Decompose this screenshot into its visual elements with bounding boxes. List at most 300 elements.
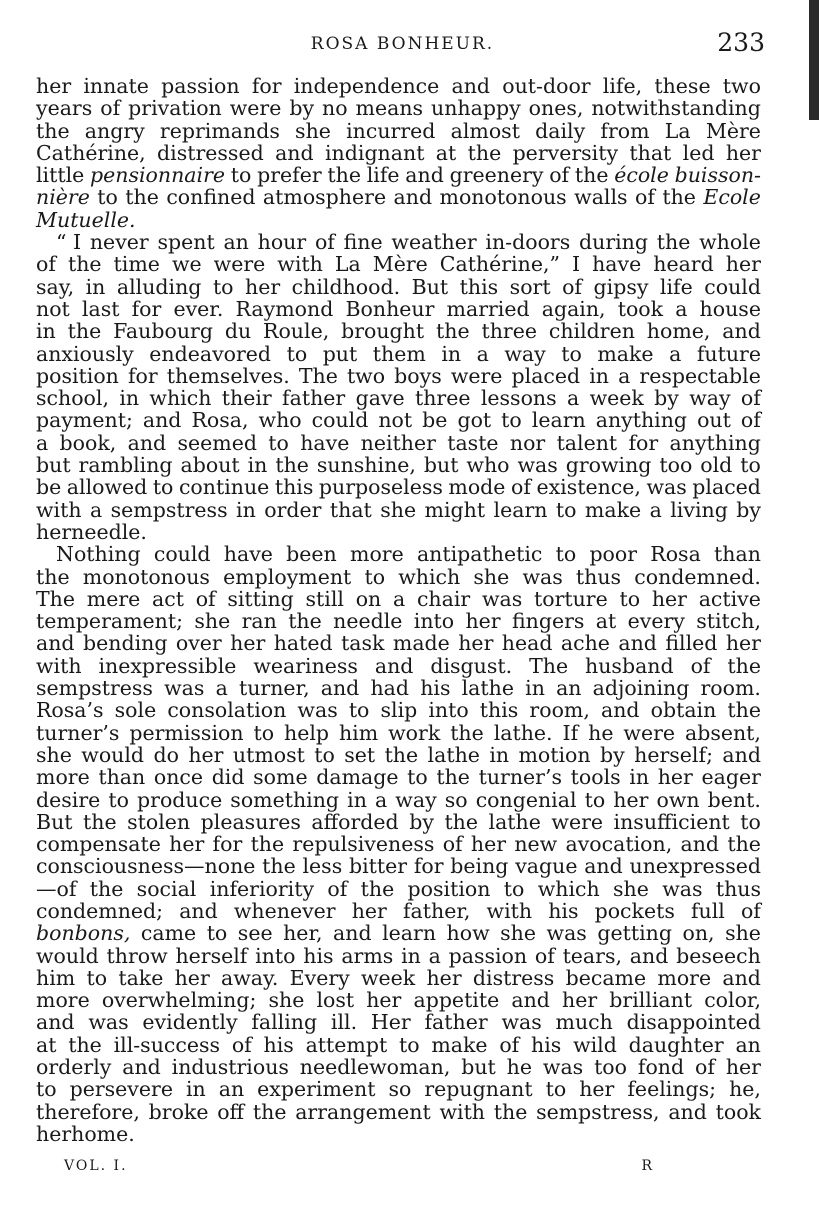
- word: of: [100, 96, 121, 121]
- word: in-doors: [485, 230, 571, 255]
- word: the: [36, 118, 70, 143]
- word: she: [500, 921, 537, 946]
- word: and: [320, 676, 360, 701]
- word: the: [360, 876, 395, 901]
- word: in: [489, 742, 510, 767]
- word: she: [36, 742, 72, 767]
- word: fingers: [511, 609, 585, 634]
- word: could: [704, 274, 761, 299]
- word: needle.: [71, 519, 147, 544]
- word: employment: [223, 564, 352, 589]
- word: made: [392, 631, 450, 656]
- word: filled: [665, 631, 718, 656]
- word: was: [522, 564, 563, 589]
- word: condemned.: [634, 564, 761, 589]
- word: into: [428, 698, 469, 723]
- word: into: [255, 943, 296, 968]
- page-header: [40, 28, 765, 68]
- word: with: [36, 497, 82, 522]
- word: about: [180, 453, 240, 478]
- text-line: [36, 276, 761, 298]
- word: she: [473, 564, 510, 589]
- word: were: [450, 363, 503, 388]
- word: needlewoman,: [299, 1055, 451, 1080]
- word: to: [561, 341, 582, 366]
- word: to: [407, 765, 428, 790]
- word: the: [36, 564, 70, 589]
- word: bending: [82, 631, 168, 656]
- word: nor: [509, 430, 546, 455]
- text-line: [36, 1101, 761, 1123]
- word: every: [627, 609, 685, 634]
- word: order: [264, 497, 322, 522]
- word: that: [629, 140, 672, 165]
- word: the: [288, 609, 322, 634]
- word: her: [470, 832, 507, 857]
- signature-mark: R: [641, 1158, 654, 1174]
- word: her: [36, 519, 72, 544]
- word: damage: [316, 765, 399, 790]
- text-line: [36, 320, 761, 342]
- word: led: [682, 140, 715, 165]
- word: broke: [148, 1099, 209, 1124]
- word: a: [89, 497, 103, 522]
- word: married: [446, 296, 530, 321]
- word: whole: [699, 230, 761, 255]
- word: weariness: [253, 653, 358, 678]
- word: and: [618, 631, 657, 656]
- word: repulsiveness: [292, 832, 435, 857]
- word: own: [656, 787, 700, 812]
- word: absent,: [684, 720, 761, 745]
- word: children: [548, 319, 635, 344]
- word: way: [504, 341, 546, 366]
- word: repugnant: [424, 1077, 533, 1102]
- word: their: [221, 386, 272, 411]
- word: growing: [565, 453, 652, 478]
- word: and: [179, 898, 218, 923]
- word: but: [423, 453, 459, 478]
- word: no: [322, 96, 348, 121]
- word: he: [588, 720, 614, 745]
- word: of: [510, 475, 531, 500]
- word: inexpressible: [98, 653, 237, 678]
- word: on: [355, 586, 382, 611]
- word: evidently: [142, 1010, 238, 1035]
- word: beseech: [676, 943, 761, 968]
- word: Rosa: [650, 542, 701, 567]
- word: and: [668, 1099, 707, 1124]
- text-line: [36, 409, 761, 431]
- word: out-door: [502, 74, 591, 98]
- word: purposeless: [318, 475, 443, 500]
- word: little: [36, 163, 85, 188]
- word: neither: [360, 430, 436, 455]
- word: her: [351, 898, 387, 923]
- text-line: [36, 833, 761, 855]
- word: to: [230, 163, 252, 188]
- word: bonbons,: [36, 921, 131, 946]
- word: by: [654, 386, 679, 411]
- word: to: [501, 408, 522, 433]
- word: were: [213, 252, 266, 277]
- word: her: [579, 1077, 615, 1102]
- word: in: [185, 1077, 206, 1102]
- word: take: [118, 965, 164, 990]
- word: of: [634, 185, 655, 210]
- word: the: [436, 765, 470, 790]
- word: have: [300, 430, 350, 455]
- word: in: [347, 787, 367, 812]
- word: buisson-: [674, 163, 761, 188]
- word: were: [551, 809, 604, 834]
- word: and: [275, 140, 314, 165]
- word: herself;: [634, 742, 713, 767]
- text-line: [36, 499, 761, 521]
- word: Mère: [705, 118, 761, 143]
- word: vague: [515, 854, 578, 879]
- word: chair: [416, 586, 471, 611]
- word: too: [594, 1055, 627, 1080]
- word: a: [649, 497, 662, 522]
- word: off: [217, 1099, 245, 1124]
- word: sempstress: [36, 676, 153, 701]
- word: in: [247, 453, 268, 478]
- word: allowed: [66, 475, 148, 500]
- word: life,: [602, 74, 643, 98]
- word: could: [311, 408, 369, 433]
- word: home,: [646, 319, 711, 344]
- word: three: [414, 386, 471, 411]
- word: Nothing: [56, 542, 141, 567]
- text-line: [36, 967, 761, 989]
- word: sempstress,: [536, 1099, 660, 1124]
- word: fond: [637, 1055, 685, 1080]
- word: ever.: [173, 296, 224, 321]
- word: confined: [166, 185, 256, 210]
- word: du: [224, 319, 252, 344]
- word: him: [338, 720, 379, 745]
- word: tears,: [562, 943, 622, 968]
- word: of: [534, 943, 555, 968]
- text-line: [36, 120, 761, 142]
- word: room.: [700, 676, 761, 701]
- word: became: [565, 965, 647, 990]
- word: active: [698, 586, 761, 611]
- word: these: [654, 74, 711, 98]
- word: be: [422, 408, 448, 433]
- text-line: [36, 789, 761, 811]
- word: her: [174, 965, 210, 990]
- word: father: [424, 1010, 488, 1035]
- word: the: [250, 832, 285, 857]
- word: and: [333, 921, 372, 946]
- word: position: [407, 876, 491, 901]
- word: book,: [59, 430, 117, 455]
- word: her: [465, 609, 501, 634]
- body-text: [36, 75, 761, 1145]
- word: falling: [251, 1010, 318, 1035]
- word: almost: [450, 118, 520, 143]
- word: we: [171, 252, 202, 277]
- word: and: [584, 854, 623, 879]
- word: therefore,: [36, 1099, 140, 1124]
- word: passion: [448, 943, 528, 968]
- word: work: [388, 720, 441, 745]
- text-line: [36, 365, 761, 387]
- text-line: [36, 521, 761, 543]
- word: Faubourg: [113, 319, 213, 344]
- word: be: [36, 475, 62, 500]
- word: for: [413, 854, 444, 879]
- word: perversity: [512, 140, 619, 165]
- word: desire: [36, 787, 101, 812]
- word: the: [467, 140, 502, 165]
- word: ill-success: [113, 1032, 221, 1057]
- word: the: [68, 1032, 102, 1057]
- word: last: [81, 296, 120, 321]
- word: of: [740, 898, 761, 923]
- word: a: [618, 363, 631, 388]
- word: her: [36, 74, 72, 98]
- word: nière: [36, 185, 90, 210]
- word: in: [236, 497, 256, 522]
- word: the: [262, 854, 296, 879]
- word: throw: [106, 943, 168, 968]
- word: motion: [518, 742, 591, 767]
- word: was: [517, 453, 558, 478]
- word: obtain: [650, 698, 717, 723]
- word: placed: [692, 475, 761, 500]
- word: her: [245, 274, 281, 299]
- word: the: [327, 163, 361, 188]
- word: away.: [221, 965, 279, 990]
- word: ran: [241, 609, 277, 634]
- text-line: [36, 1034, 761, 1056]
- word: Every: [289, 965, 350, 990]
- word: themselves.: [166, 363, 290, 388]
- word: make: [431, 1032, 488, 1057]
- word: arms: [341, 943, 394, 968]
- word: atmosphere: [262, 185, 387, 210]
- word: torture: [533, 586, 608, 611]
- word: daughter: [628, 1032, 724, 1057]
- word: mere: [86, 586, 141, 611]
- word: lathe: [488, 809, 541, 834]
- word: indignant: [325, 140, 425, 165]
- text-line: [36, 387, 761, 409]
- word: notwithstanding: [591, 96, 761, 121]
- word: to: [584, 787, 606, 812]
- word: over: [175, 631, 222, 656]
- word: was: [164, 676, 205, 701]
- word: she: [194, 609, 231, 634]
- word: brought: [341, 319, 425, 344]
- word: was: [297, 698, 338, 723]
- word: more: [350, 542, 404, 567]
- text-line: [36, 454, 761, 476]
- word: this: [274, 475, 314, 500]
- word: the: [727, 698, 761, 723]
- word: insufficient: [613, 809, 730, 834]
- word: still: [305, 586, 344, 611]
- word: not: [378, 408, 413, 433]
- word: for: [127, 363, 158, 388]
- word: more: [657, 965, 712, 990]
- word: in: [119, 386, 140, 411]
- word: and: [127, 430, 167, 455]
- word: her: [657, 765, 693, 790]
- word: unhappy: [431, 96, 521, 121]
- word: Rosa’s: [36, 698, 104, 723]
- word: that: [329, 497, 372, 522]
- word: inferiority: [209, 876, 315, 901]
- word: might: [424, 497, 486, 522]
- word: were: [623, 720, 676, 745]
- word: of: [562, 274, 583, 299]
- word: who: [258, 408, 302, 433]
- word: than: [98, 765, 146, 790]
- word: her: [562, 988, 598, 1013]
- running-title: ROSA BONHEUR.: [310, 34, 495, 54]
- word: them: [372, 341, 426, 366]
- word: anything: [669, 430, 761, 455]
- word: an: [218, 1077, 245, 1102]
- word: she: [613, 876, 649, 901]
- word: pleasures: [200, 809, 301, 834]
- word: “ I: [56, 230, 82, 255]
- text-line: [36, 588, 761, 610]
- word: were: [229, 96, 282, 121]
- word: was: [501, 1010, 542, 1035]
- word: of: [195, 586, 216, 611]
- word: and: [36, 1010, 75, 1035]
- word: for: [628, 430, 659, 455]
- word: his: [531, 1032, 562, 1057]
- word: the: [727, 653, 761, 678]
- word: turner’s: [478, 765, 562, 790]
- word: of: [36, 252, 56, 277]
- word: three: [481, 319, 537, 344]
- word: the: [450, 720, 484, 745]
- word: for: [251, 74, 282, 98]
- word: with: [36, 653, 82, 678]
- word: stitch,: [696, 609, 761, 634]
- word: sunshine,: [316, 453, 416, 478]
- word: school,: [36, 386, 109, 411]
- word: If: [562, 720, 579, 745]
- word: to: [348, 698, 370, 723]
- word: her,: [283, 921, 323, 946]
- word: how: [446, 921, 490, 946]
- word: La: [334, 252, 361, 277]
- word: and: [722, 742, 761, 767]
- word: and: [600, 698, 640, 723]
- word: and: [122, 1055, 161, 1080]
- word: eager: [701, 765, 761, 790]
- word: consciousness—none: [36, 854, 256, 879]
- word: father,: [402, 898, 471, 923]
- word: learn: [531, 408, 586, 433]
- word: to: [619, 586, 641, 611]
- word: and: [451, 74, 491, 98]
- text-line: [36, 343, 761, 365]
- word: congenial: [475, 787, 577, 812]
- word: she: [725, 921, 761, 946]
- word: life: [659, 274, 693, 299]
- word: The: [36, 586, 76, 611]
- text-line: [36, 142, 761, 164]
- word: anxiously: [36, 341, 134, 366]
- word: the: [727, 832, 761, 857]
- word: But: [411, 274, 449, 299]
- word: she: [295, 118, 331, 143]
- word: adjoining: [592, 676, 690, 701]
- word: and: [629, 943, 669, 968]
- word: attempt: [305, 1032, 388, 1057]
- word: getting: [597, 921, 672, 946]
- word: privation: [128, 96, 222, 121]
- text-line: [36, 945, 761, 967]
- word: of: [740, 386, 761, 411]
- word: would: [36, 943, 99, 968]
- word: in: [85, 274, 106, 299]
- word: the: [83, 809, 117, 834]
- word: her: [725, 140, 761, 165]
- word: lost: [316, 988, 355, 1013]
- text-line: [36, 811, 761, 833]
- word: to: [740, 453, 761, 478]
- word: in: [589, 363, 609, 388]
- word: and: [722, 319, 761, 344]
- word: and: [142, 408, 182, 433]
- word: this: [459, 274, 499, 299]
- word: future: [696, 341, 761, 366]
- volume-label: VOL. I.: [64, 1158, 128, 1174]
- word: her: [36, 1121, 72, 1146]
- word: she: [380, 497, 417, 522]
- word: Cathérine,: [36, 140, 146, 165]
- word: talent: [556, 430, 618, 455]
- word: social: [136, 876, 197, 901]
- word: to: [314, 742, 335, 767]
- word: sort: [509, 274, 551, 299]
- word: for: [212, 832, 243, 857]
- word: an: [223, 230, 249, 255]
- word: poor: [589, 542, 638, 567]
- word: a: [215, 676, 228, 701]
- word: say,: [36, 274, 75, 299]
- word: innate: [83, 74, 149, 98]
- text-line: [36, 1011, 761, 1033]
- word: to: [152, 475, 174, 500]
- word: childhood.: [291, 274, 401, 299]
- word: his: [263, 1032, 294, 1057]
- word: came: [140, 921, 197, 946]
- word: walls: [574, 185, 628, 210]
- word: Raymond: [235, 296, 334, 321]
- word: the: [574, 163, 609, 188]
- word: at: [435, 140, 457, 165]
- word: The: [529, 653, 569, 678]
- word: boys: [394, 363, 442, 388]
- word: two: [346, 363, 386, 388]
- word: his: [420, 676, 451, 701]
- word: —of: [36, 876, 77, 901]
- word: time: [113, 252, 160, 277]
- word: took: [715, 1099, 761, 1124]
- word: and: [680, 832, 720, 857]
